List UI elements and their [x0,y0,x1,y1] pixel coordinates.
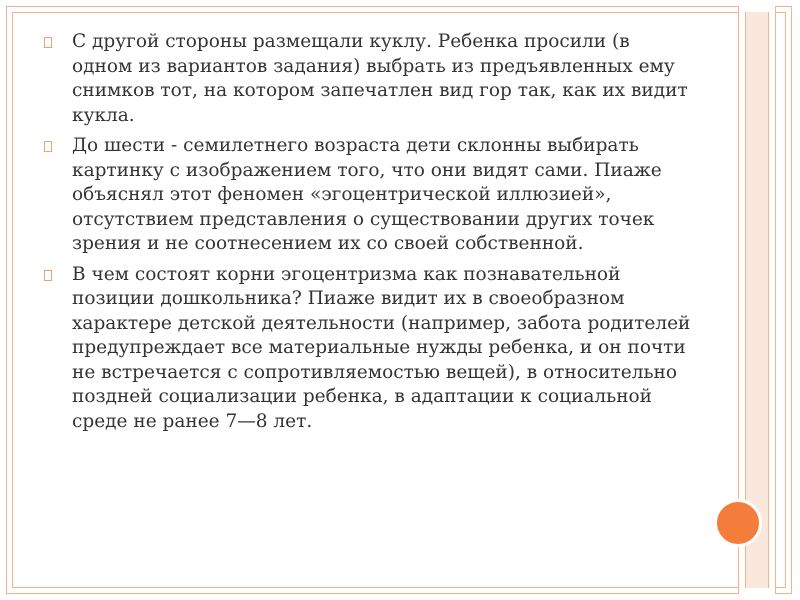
slide-content [44,30,694,440]
bullet-square-icon [44,270,52,281]
bullet-item-1 [44,30,694,128]
bullet-text-1: С другой стороны размещали куклу. Ребенка просили (в одном из вариантов задания) выбрать из предъявленных ему снимков тот, на котором запечатлен вид гор так, как их видит кукла. [72,31,688,126]
bullet-text-2: До шести - семилетнего возраста дети склонны выбирать картинку с изображением того, что они видят сами. Пиаже объяснял этот феномен «эгоцентрической иллюзией», отсутствием представления о существовании других точек зрения и не соотнесением их со своей собственной. [72,135,662,254]
bullet-square-icon [44,141,52,152]
bullet-item-2 [44,134,694,257]
bullet-item-3 [44,263,694,435]
orange-circle-decoration [714,499,762,547]
bullet-square-icon [44,37,52,48]
bullet-list [44,30,694,434]
bullet-text-3: В чем состоят корни эгоцентризма как познавательной позиции дошкольника? Пиаже видит их в своеобразном характере детской деятельности (например, забота родителей предупреждает все материальные нужды ребенка, и он почти не встречается с сопротивляемостью вещей), в относительно поздней социализации ребенка, в адаптации к социальной среде не ранее 7—8 лет. [72,263,691,432]
